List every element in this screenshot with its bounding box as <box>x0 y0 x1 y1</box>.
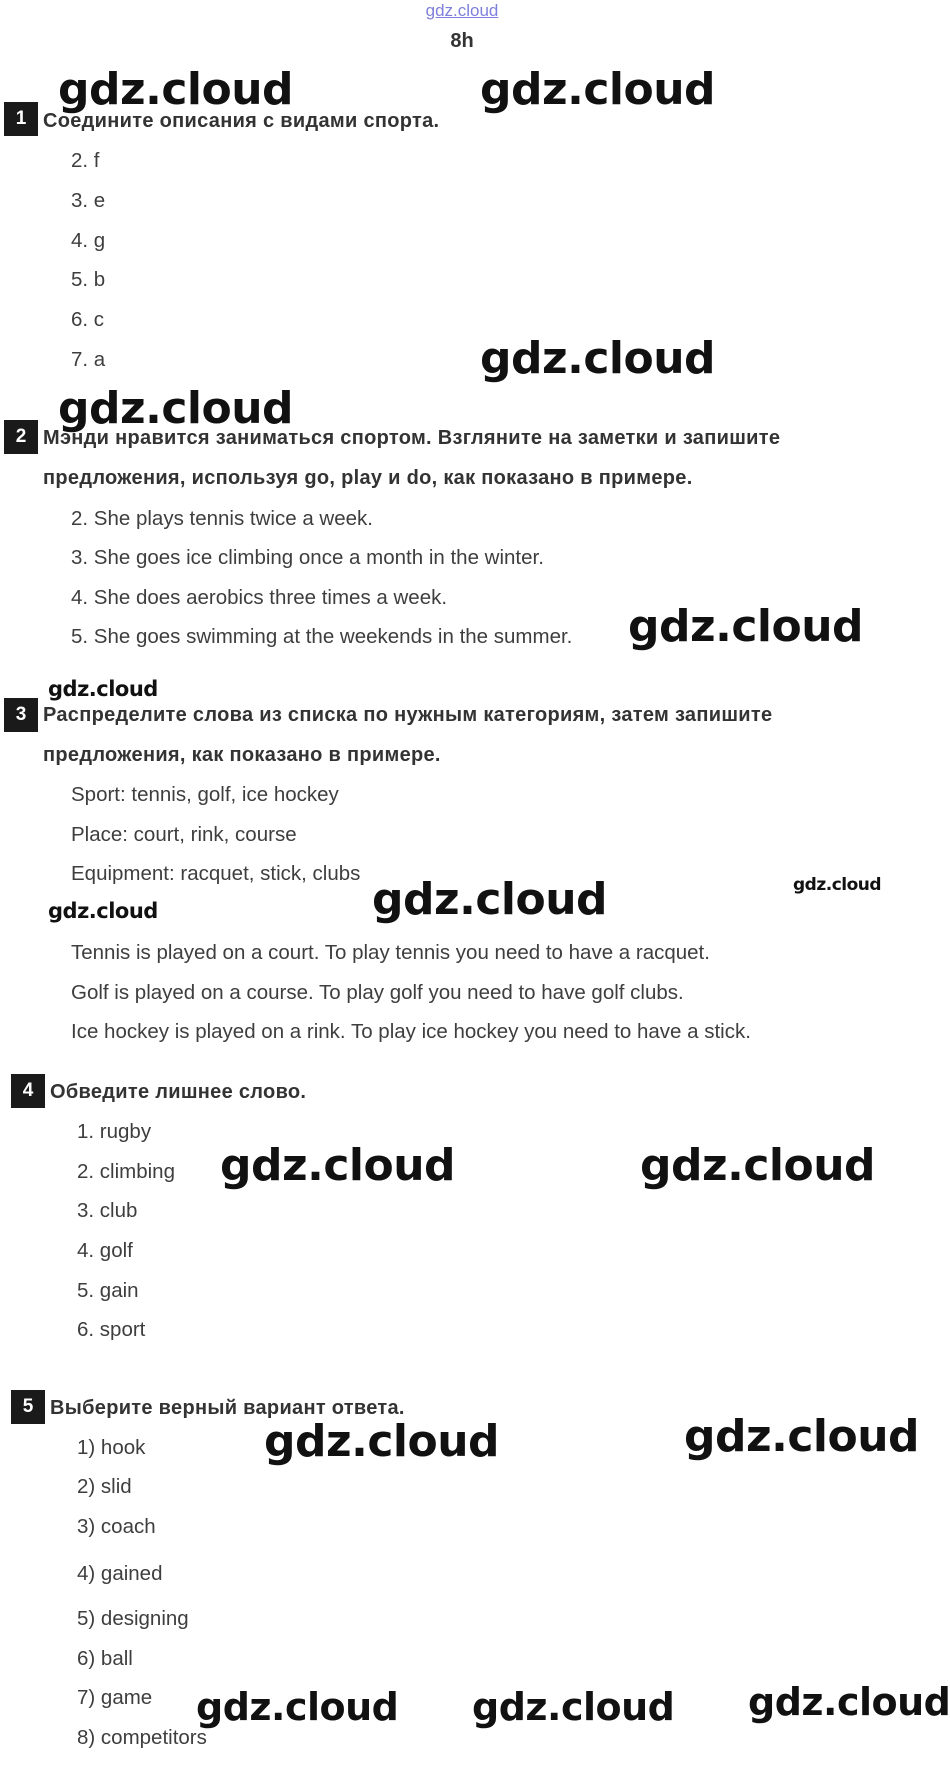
exercise-3-heading: предложения, как показано в примере. <box>43 744 441 766</box>
exercise-4-answer: 4. golf <box>77 1239 133 1262</box>
watermark: gdz.cloud <box>48 899 158 923</box>
exercise-2-heading: Мэнди нравится заниматься спортом. Взгляните на заметки и запишите <box>43 427 781 449</box>
watermark: gdz.cloud <box>372 874 608 925</box>
watermark: gdz.cloud <box>472 1685 675 1729</box>
exercise-5-answer: 5) designing <box>77 1607 189 1630</box>
exercise-2-answer: 3. She goes ice climbing once a month in the winter. <box>71 546 544 569</box>
exercise-4-answer: 6. sport <box>77 1318 146 1341</box>
exercise-5-answer: 7) game <box>77 1686 153 1709</box>
exercise-3-sentence: Golf is played on a course. To play golf you need to have golf clubs. <box>71 981 684 1004</box>
exercise-3-number: 3 <box>4 698 38 732</box>
exercise-5-answer: 6) ball <box>77 1647 133 1670</box>
watermark: gdz.cloud <box>480 333 716 384</box>
exercise-1-heading: Соедините описания с видами спорта. <box>43 110 440 132</box>
exercise-1-number: 1 <box>4 102 38 136</box>
watermark: gdz.cloud <box>48 677 158 701</box>
exercise-2-answer: 4. She does aerobics three times a week. <box>71 586 448 609</box>
exercise-4-heading: Обведите лишнее слово. <box>50 1081 307 1103</box>
exercise-1-answer: 6. c <box>71 308 105 331</box>
exercise-3-sentence: Tennis is played on a court. To play tennis you need to have a racquet. <box>71 941 710 964</box>
watermark: gdz.cloud <box>480 64 716 115</box>
exercise-1-answer: 5. b <box>71 268 106 291</box>
exercise-1-answer: 2. f <box>71 149 100 172</box>
watermark: gdz.cloud <box>793 875 882 895</box>
exercise-1-answer: 7. a <box>71 348 106 371</box>
exercise-5-heading: Выберите верный вариант ответа. <box>50 1397 405 1419</box>
exercise-1-answer: 4. g <box>71 229 106 252</box>
exercise-3-category: Equipment: racquet, stick, clubs <box>71 862 361 885</box>
exercise-2-number: 2 <box>4 420 38 454</box>
watermark: gdz.cloud <box>264 1416 500 1467</box>
exercise-4-number: 4 <box>11 1074 45 1108</box>
exercise-2-heading: предложения, используя go, play и do, как показано в примере. <box>43 467 693 489</box>
exercise-1-answer: 3. e <box>71 189 106 212</box>
exercise-5-answer: 2) slid <box>77 1475 132 1498</box>
watermark: gdz.cloud <box>684 1411 920 1462</box>
exercise-2-answer: 5. She goes swimming at the weekends in the summer. <box>71 625 573 648</box>
exercise-4-answer: 2. climbing <box>77 1160 175 1183</box>
exercise-3-sentence: Ice hockey is played on a rink. To play ice hockey you need to have a stick. <box>71 1020 751 1043</box>
exercise-5-answer: 8) competitors <box>77 1726 207 1749</box>
exercise-4-answer: 1. rugby <box>77 1120 152 1143</box>
exercise-5-answer: 4) gained <box>77 1562 163 1585</box>
exercise-5-answer: 1) hook <box>77 1436 146 1459</box>
exercise-2-answer: 2. She plays tennis twice a week. <box>71 507 373 530</box>
exercise-4-answer: 3. club <box>77 1199 138 1222</box>
watermark: gdz.cloud <box>58 383 294 434</box>
watermark: gdz.cloud <box>196 1685 399 1729</box>
watermark: gdz.cloud <box>748 1680 950 1724</box>
exercise-5-answer: 3) coach <box>77 1515 156 1538</box>
exercise-3-category: Place: court, rink, course <box>71 823 297 846</box>
page-title: 8h <box>450 30 474 52</box>
exercise-4-answer: 5. gain <box>77 1279 139 1302</box>
site-link[interactable]: gdz.cloud <box>425 1 499 20</box>
watermark: gdz.cloud <box>628 601 864 652</box>
watermark: gdz.cloud <box>640 1140 876 1191</box>
watermark: gdz.cloud <box>58 64 294 115</box>
watermark: gdz.cloud <box>220 1140 456 1191</box>
exercise-3-category: Sport: tennis, golf, ice hockey <box>71 783 339 806</box>
exercise-5-number: 5 <box>11 1390 45 1424</box>
exercise-3-heading: Распределите слова из списка по нужным категориям, затем запишите <box>43 704 773 726</box>
